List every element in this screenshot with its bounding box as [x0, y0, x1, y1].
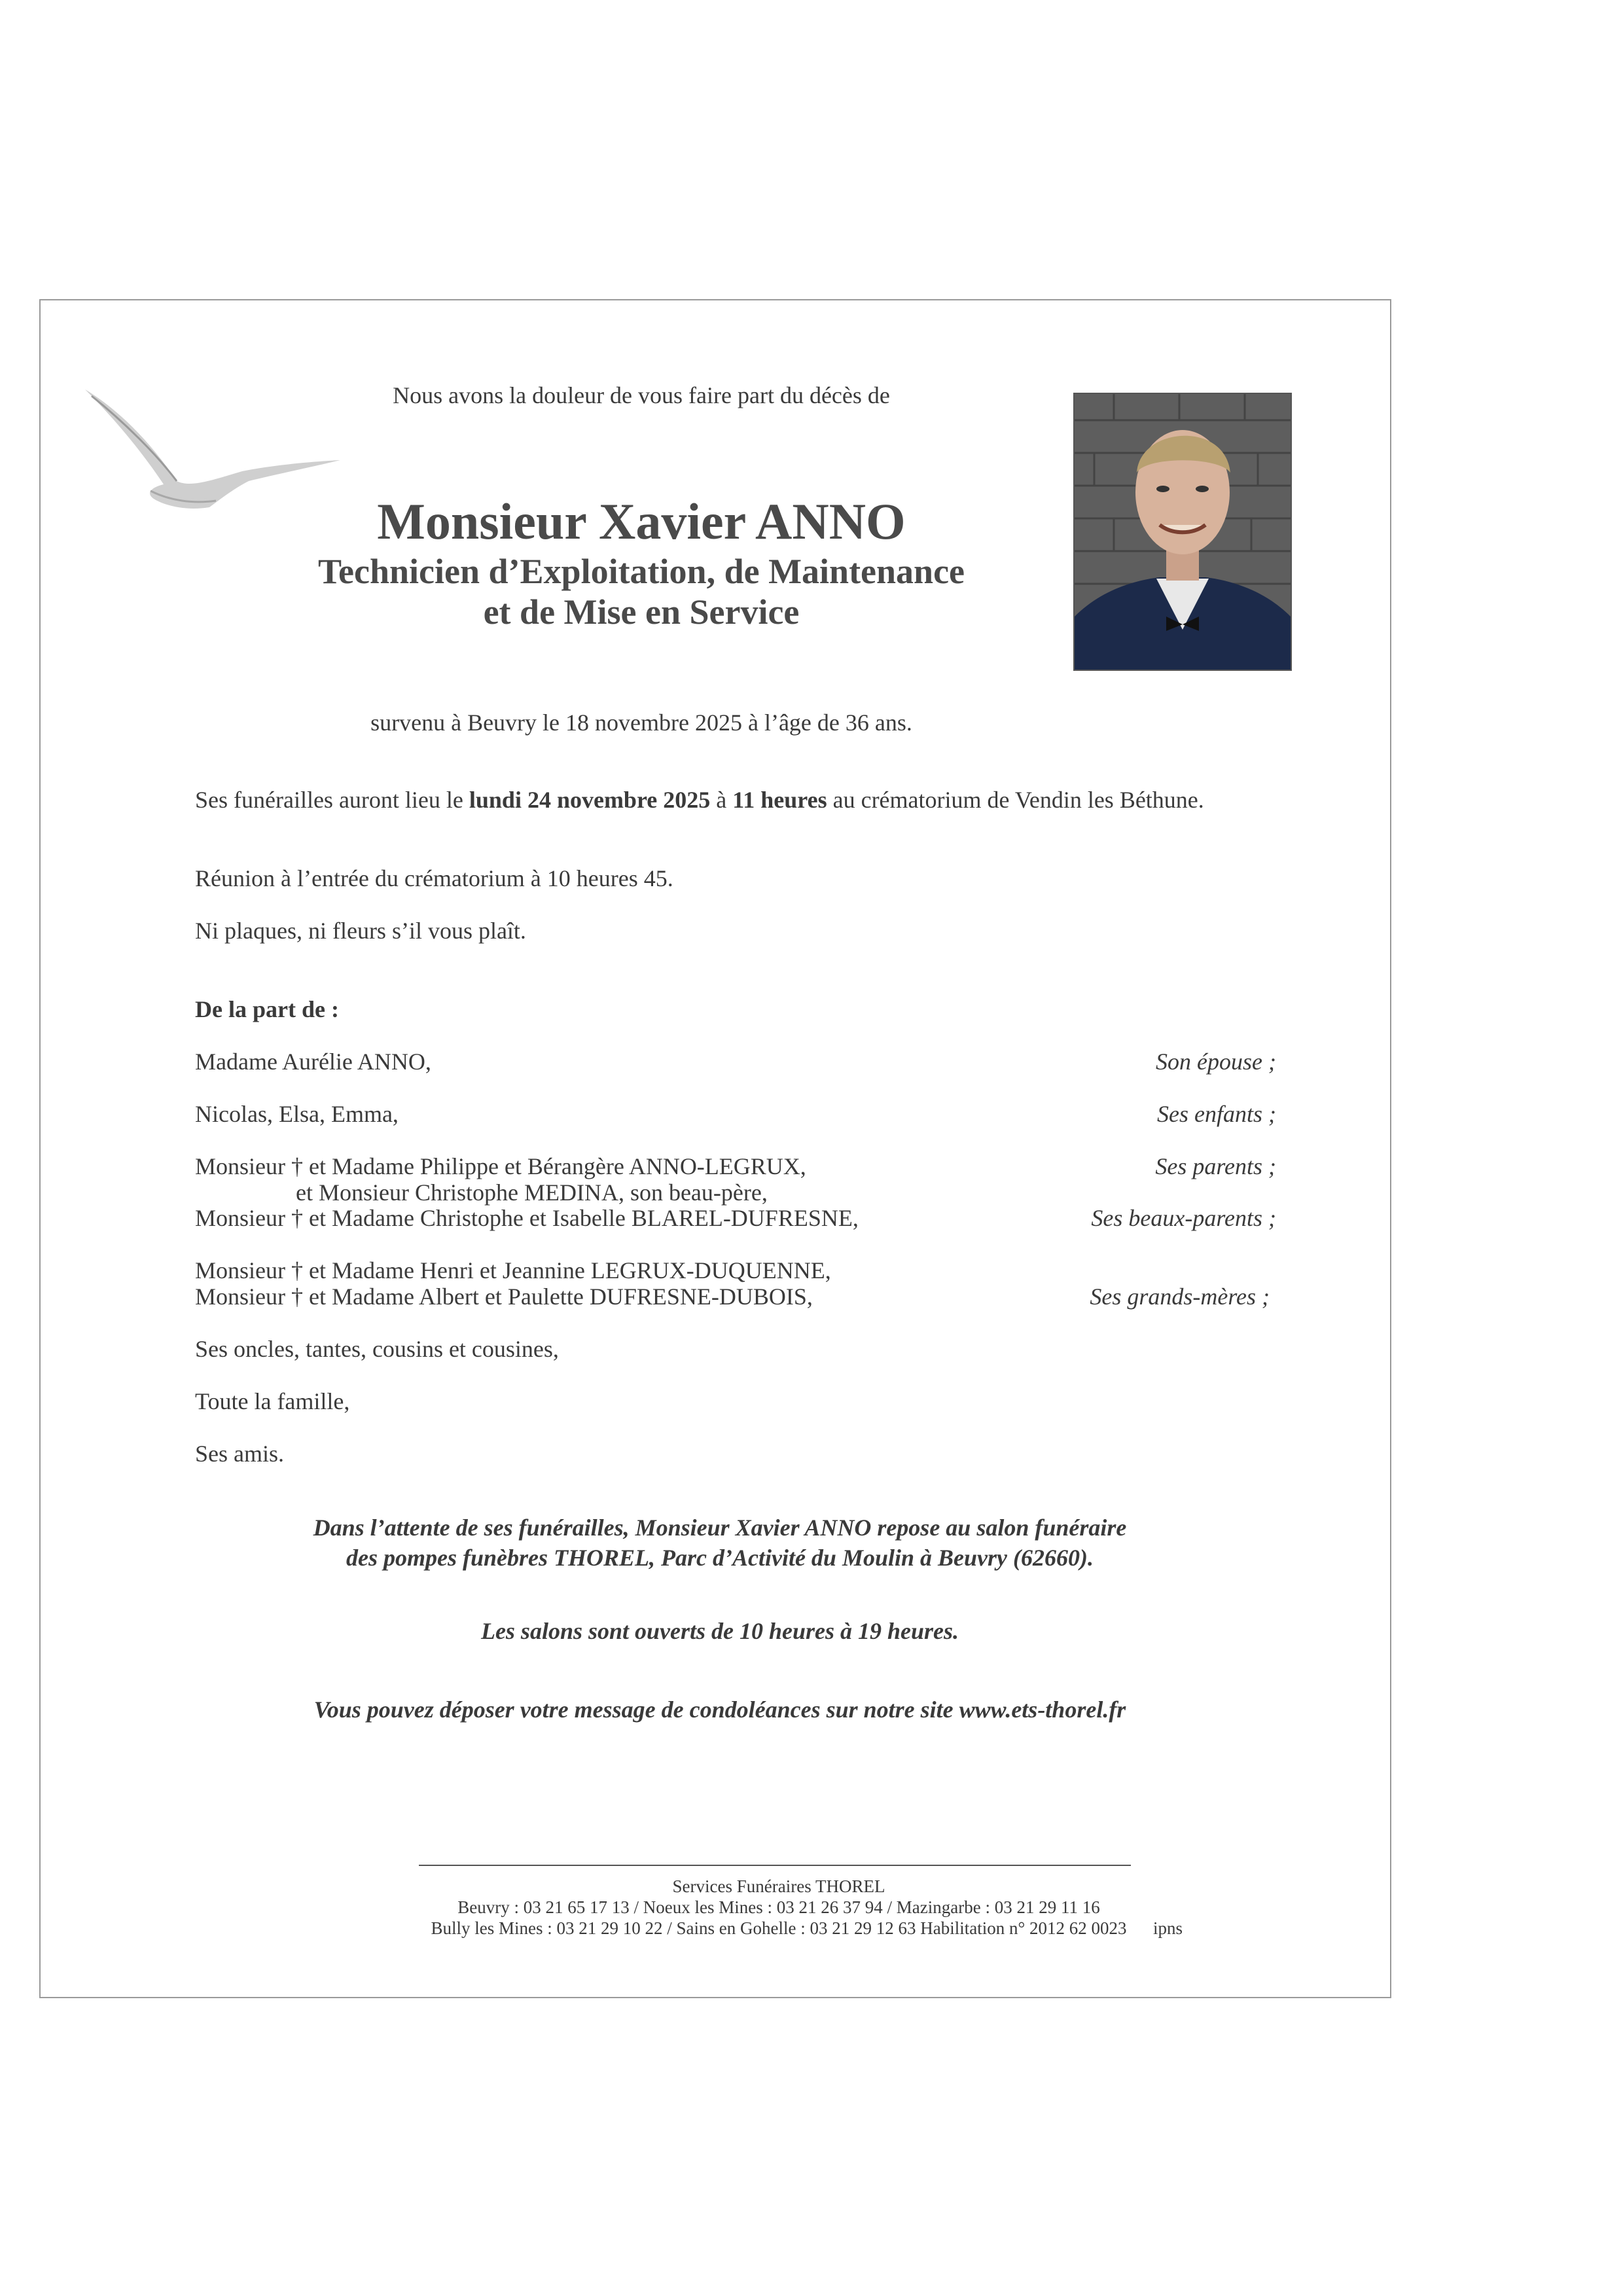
job-title-line-2: et de Mise en Service: [483, 592, 800, 632]
family-line: et Monsieur Christophe MEDINA, son beau-père,: [296, 1179, 768, 1206]
intro-text: Nous avons la douleur de vous faire part du décès de: [393, 382, 890, 408]
footer-phones-line-2: Bully les Mines : 03 21 29 10 22 / Sains en Gohelle : 03 21 29 12 63 Habilitation n° 2012 62 0023: [431, 1918, 1127, 1938]
reunion-text: Réunion à l’entrée du crématorium à 10 heures 45.: [195, 865, 673, 891]
deceased-name: Monsieur Xavier ANNO: [377, 493, 906, 550]
portrait-photo: [1073, 393, 1292, 671]
family-role: Ses parents ;: [1155, 1153, 1276, 1179]
family-line: Monsieur † et Madame Christophe et Isabelle BLAREL-DUFRESNE,: [195, 1205, 859, 1231]
family-line: Ses oncles, tantes, cousins et cousines,: [195, 1336, 559, 1362]
funeral-text-3: au crématorium de Vendin les Béthune.: [827, 787, 1204, 813]
family-heading: De la part de :: [195, 996, 339, 1022]
family-role: Ses beaux-parents ;: [1091, 1205, 1276, 1231]
family-line: Nicolas, Elsa, Emma,: [195, 1101, 399, 1127]
family-line: Monsieur † et Madame Philippe et Bérangère ANNO-LEGRUX,: [195, 1153, 806, 1179]
opening-hours-note: Les salons sont ouverts de 10 heures à 19 heures.: [480, 1618, 959, 1644]
funeral-time: 11 heures: [732, 787, 827, 813]
family-role: Ses grands-mères ;: [1090, 1283, 1270, 1310]
family-line: Ses amis.: [195, 1441, 285, 1467]
footer-divider: [419, 1865, 1131, 1866]
family-role: Ses enfants ;: [1157, 1101, 1276, 1127]
funeral-details: [195, 785, 1340, 814]
family-line: Toute la famille,: [195, 1388, 350, 1414]
death-details: survenu à Beuvry le 18 novembre 2025 à l’âge de 36 ans.: [370, 709, 912, 736]
family-line: Madame Aurélie ANNO,: [195, 1049, 431, 1075]
funeral-text-2: à: [710, 787, 733, 813]
funeral-text-1: Ses funérailles auront lieu le: [195, 787, 469, 813]
viewing-note-line-2: des pompes funèbres THOREL, Parc d’Activité du Moulin à Beuvry (62660).: [346, 1545, 1094, 1571]
flowers-text: Ni plaques, ni fleurs s’il vous plaît.: [195, 918, 526, 944]
condolences-note: Vous pouvez déposer votre message de condoléances sur notre site www.ets-thorel.fr: [313, 1696, 1126, 1723]
family-role: Son épouse ;: [1156, 1049, 1276, 1075]
family-line: Monsieur † et Madame Henri et Jeannine LEGRUX-DUQUENNE,: [195, 1257, 831, 1283]
footer-tag: ipns: [1153, 1918, 1183, 1938]
viewing-note-line-1: Dans l’attente de ses funérailles, Monsieur Xavier ANNO repose au salon funéraire: [313, 1515, 1127, 1541]
family-line: Monsieur † et Madame Albert et Paulette DUFRESNE-DUBOIS,: [195, 1283, 813, 1310]
funeral-date: lundi 24 novembre 2025: [469, 787, 711, 813]
job-title-line-1: Technicien d’Exploitation, de Maintenance: [317, 552, 965, 591]
footer-company: Services Funéraires THOREL: [672, 1876, 885, 1896]
footer-phones-line-1: Beuvry : 03 21 65 17 13 / Noeux les Mines : 03 21 26 37 94 / Mazingarbe : 03 21 29 11 16: [457, 1897, 1100, 1917]
